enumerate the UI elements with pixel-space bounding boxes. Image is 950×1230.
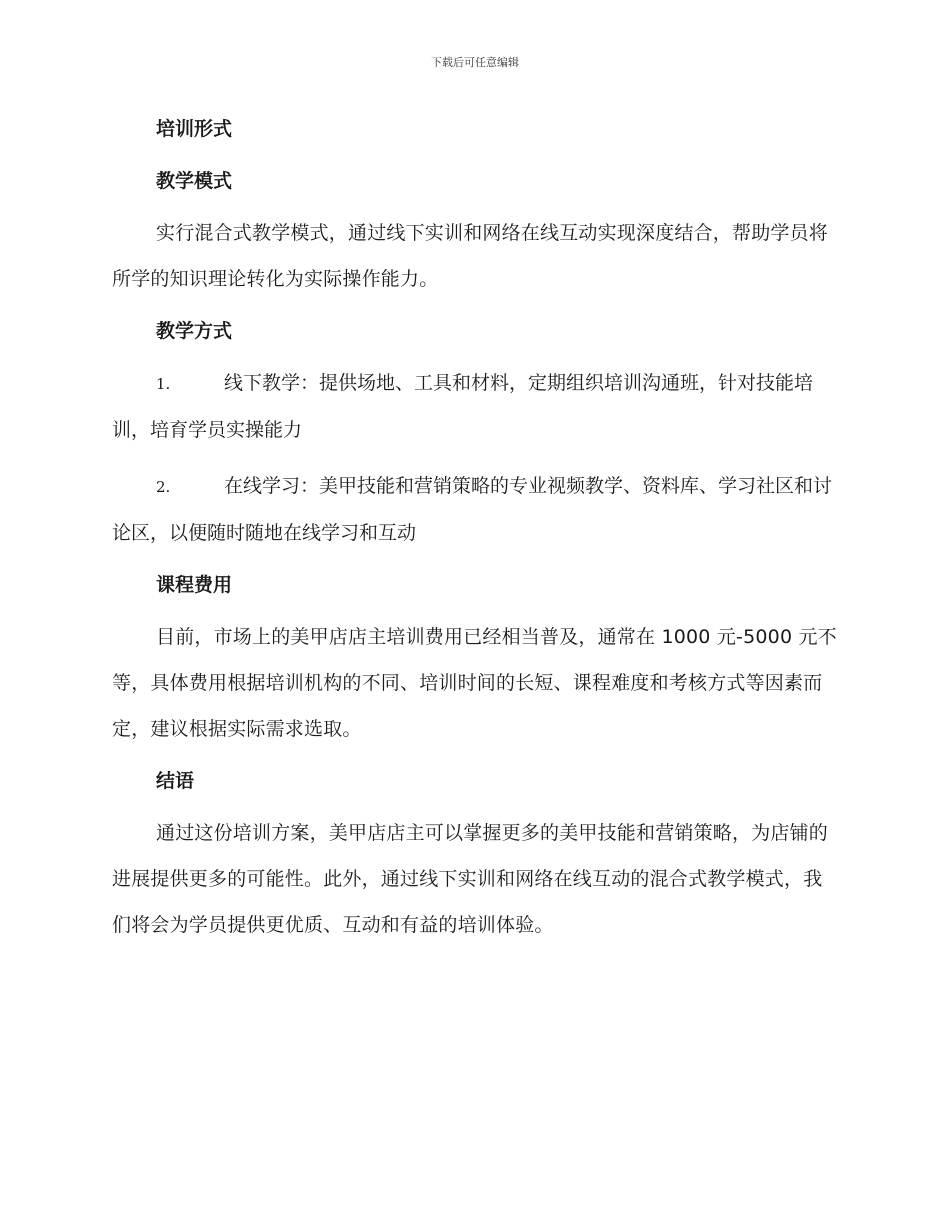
list-item-method-1 [112, 360, 840, 453]
list-item-text: 在线学习：美甲技能和营销策略的专业视频教学、资料库、学习社区和讨论区，以便随时随地在线学习和互动 [112, 475, 833, 544]
paragraph-conclusion: 通过这份培训方案，美甲店店主可以掌握更多的美甲技能和营销策略，为店铺的进展提供更多的可能性。此外，通过线下实训和网络在线互动的混合式教学模式，我们将会为学员提供更优质、互动和有益的培训体验。 [112, 822, 829, 936]
paragraph-course-fee: 目前，市场上的美甲店店主培训费用已经相当普及，通常在 1000 元-5000 元不等，具体费用根据培训机构的不同、培训时间的长短、课程难度和考核方式等因素而定，建议根据实际需求选取。 [112, 626, 837, 740]
header-note: 下载后可任意编辑 [431, 56, 519, 69]
document-body [112, 110, 840, 948]
heading-course-fee: 课程费用 [156, 574, 233, 596]
list-item-text: 线下教学：提供场地、工具和材料，定期组织培训沟通班，针对技能培训，培育学员实操能力 [112, 372, 814, 441]
heading-teaching-method: 教学方式 [156, 320, 233, 342]
list-number: 1. [156, 375, 171, 393]
paragraph-teaching-mode: 实行混合式教学模式，通过线下实训和网络在线互动实现深度结合，帮助学员将所学的知识理论转化为实际操作能力。 [112, 222, 829, 290]
heading-teaching-mode: 教学模式 [156, 170, 233, 192]
heading-training-form: 培训形式 [156, 118, 233, 140]
list-item-method-2 [112, 463, 840, 556]
list-number: 2. [156, 478, 171, 496]
heading-conclusion: 结语 [156, 770, 195, 792]
